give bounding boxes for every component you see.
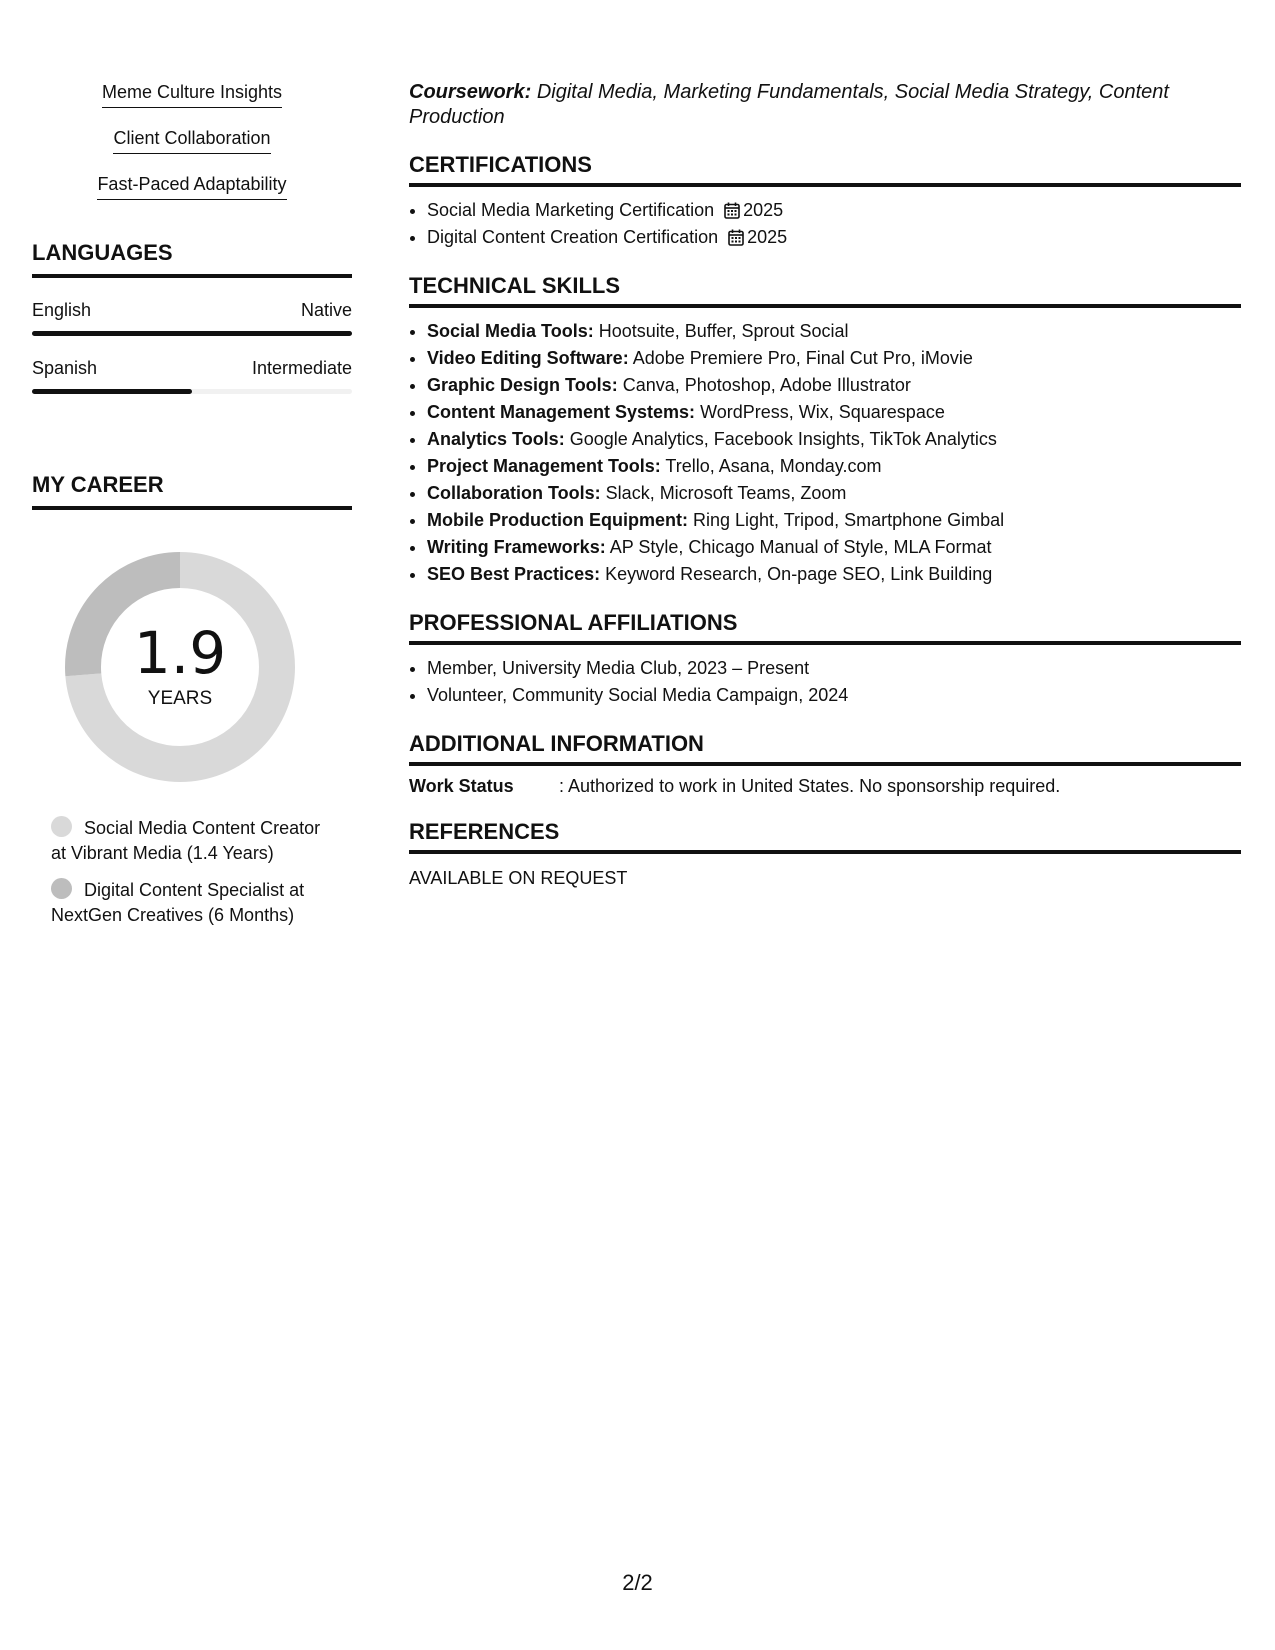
certifications-heading: CERTIFICATIONS bbox=[409, 152, 1241, 187]
technical-skill-item bbox=[427, 372, 1241, 399]
additional-info-heading: ADDITIONAL INFORMATION bbox=[409, 731, 1241, 766]
legend-dot-icon bbox=[51, 816, 72, 837]
technical-skill-item bbox=[427, 426, 1241, 453]
language-proficiency-bar bbox=[32, 389, 352, 394]
coursework bbox=[409, 80, 1241, 130]
career-heading: MY CAREER bbox=[32, 472, 352, 510]
skill-value: Adobe Premiere Pro, Final Cut Pro, iMovie bbox=[632, 348, 973, 368]
coursework-text: Digital Media, Marketing Fundamentals, Social Media Strategy, Content Production bbox=[409, 81, 1169, 128]
technical-skill-item bbox=[427, 318, 1241, 345]
calendar-icon bbox=[724, 202, 740, 219]
career-legend bbox=[51, 816, 331, 928]
skill-label: Collaboration Tools: bbox=[427, 483, 601, 503]
skill-value: AP Style, Chicago Manual of Style, MLA Format bbox=[609, 537, 992, 557]
career-donut-chart bbox=[65, 552, 295, 782]
affiliations-list bbox=[409, 655, 1241, 709]
skill-label: Writing Frameworks: bbox=[427, 537, 606, 557]
soft-skills-list bbox=[32, 82, 352, 220]
page-number: 2/2 bbox=[622, 1570, 653, 1595]
technical-skills-heading: TECHNICAL SKILLS bbox=[409, 273, 1241, 308]
language-item bbox=[32, 358, 352, 394]
skill-label: SEO Best Practices: bbox=[427, 564, 601, 584]
language-proficiency-fill bbox=[32, 389, 192, 394]
affiliations-heading: PROFESSIONAL AFFILIATIONS bbox=[409, 610, 1241, 645]
skill-label: Mobile Production Equipment: bbox=[427, 510, 688, 530]
technical-skill-item bbox=[427, 480, 1241, 507]
certification-year: 2025 bbox=[743, 200, 784, 220]
skill-value: Ring Light, Tripod, Smartphone Gimbal bbox=[693, 510, 1005, 530]
language-name: Spanish bbox=[32, 358, 98, 378]
technical-skill-item bbox=[427, 453, 1241, 480]
skill-label: Graphic Design Tools: bbox=[427, 375, 618, 395]
career-legend-label: Digital Content Specialist at NextGen Creatives (6 Months) bbox=[51, 880, 305, 925]
skill-tag: Client Collaboration bbox=[113, 128, 270, 154]
certification-item bbox=[427, 224, 1241, 251]
skill-label: Video Editing Software: bbox=[427, 348, 629, 368]
certifications-list bbox=[409, 197, 1241, 251]
skill-value: Google Analytics, Facebook Insights, TikTok Analytics bbox=[569, 429, 997, 449]
technical-skill-item bbox=[427, 399, 1241, 426]
language-level: Native bbox=[300, 300, 352, 320]
language-item bbox=[32, 300, 352, 336]
technical-skill-item bbox=[427, 345, 1241, 372]
career-total-value: 1.9 bbox=[133, 619, 227, 687]
skill-tag: Meme Culture Insights bbox=[102, 82, 282, 108]
languages-heading: LANGUAGES bbox=[32, 240, 352, 278]
skill-value: Hootsuite, Buffer, Sprout Social bbox=[598, 321, 849, 341]
affiliation-item: • Member, University Media Club, 2023 – Present bbox=[427, 655, 1241, 682]
work-status-value: : Authorized to work in United States. No sponsorship required. bbox=[559, 776, 1061, 796]
career-legend-label: Social Media Content Creator at Vibrant Media (1.4 Years) bbox=[51, 818, 321, 863]
skill-value: WordPress, Wix, Squarespace bbox=[700, 402, 945, 422]
technical-skill-item bbox=[427, 507, 1241, 534]
language-level: Intermediate bbox=[251, 358, 352, 378]
skill-value: Trello, Asana, Monday.com bbox=[665, 456, 882, 476]
technical-skill-item bbox=[427, 561, 1241, 588]
references-text: AVAILABLE ON REQUEST bbox=[409, 868, 628, 888]
career-legend-item bbox=[51, 816, 331, 866]
coursework-label: Coursework: bbox=[409, 81, 532, 103]
skill-value: Canva, Photoshop, Adobe Illustrator bbox=[622, 375, 911, 395]
language-proficiency-bar bbox=[32, 331, 352, 336]
references-heading: REFERENCES bbox=[409, 819, 1241, 854]
certification-item bbox=[427, 197, 1241, 224]
skill-label: Social Media Tools: bbox=[427, 321, 594, 341]
technical-skill-item bbox=[427, 534, 1241, 561]
skill-label: Content Management Systems: bbox=[427, 402, 696, 422]
skill-label: Project Management Tools: bbox=[427, 456, 661, 476]
language-name: English bbox=[32, 300, 92, 320]
certification-year: 2025 bbox=[747, 227, 788, 247]
career-total-unit: YEARS bbox=[147, 688, 213, 709]
skill-tag: Fast-Paced Adaptability bbox=[97, 174, 286, 200]
affiliation-item: • Volunteer, Community Social Media Campaign, 2024 bbox=[427, 682, 1241, 709]
calendar-icon bbox=[728, 229, 744, 246]
right-column bbox=[409, 80, 1241, 889]
skill-label: Analytics Tools: bbox=[427, 429, 565, 449]
language-proficiency-fill bbox=[32, 331, 352, 336]
skill-value: Keyword Research, On-page SEO, Link Building bbox=[605, 564, 993, 584]
legend-dot-icon bbox=[51, 878, 72, 899]
work-status-label: Work Status bbox=[409, 776, 514, 796]
skill-value: Slack, Microsoft Teams, Zoom bbox=[605, 483, 847, 503]
technical-skills-list bbox=[409, 318, 1241, 588]
certification-name: Digital Content Creation Certification bbox=[427, 227, 719, 247]
career-legend-item bbox=[51, 878, 331, 928]
certification-name: Social Media Marketing Certification bbox=[427, 200, 715, 220]
work-status-row bbox=[409, 776, 1241, 797]
left-column bbox=[32, 82, 352, 940]
